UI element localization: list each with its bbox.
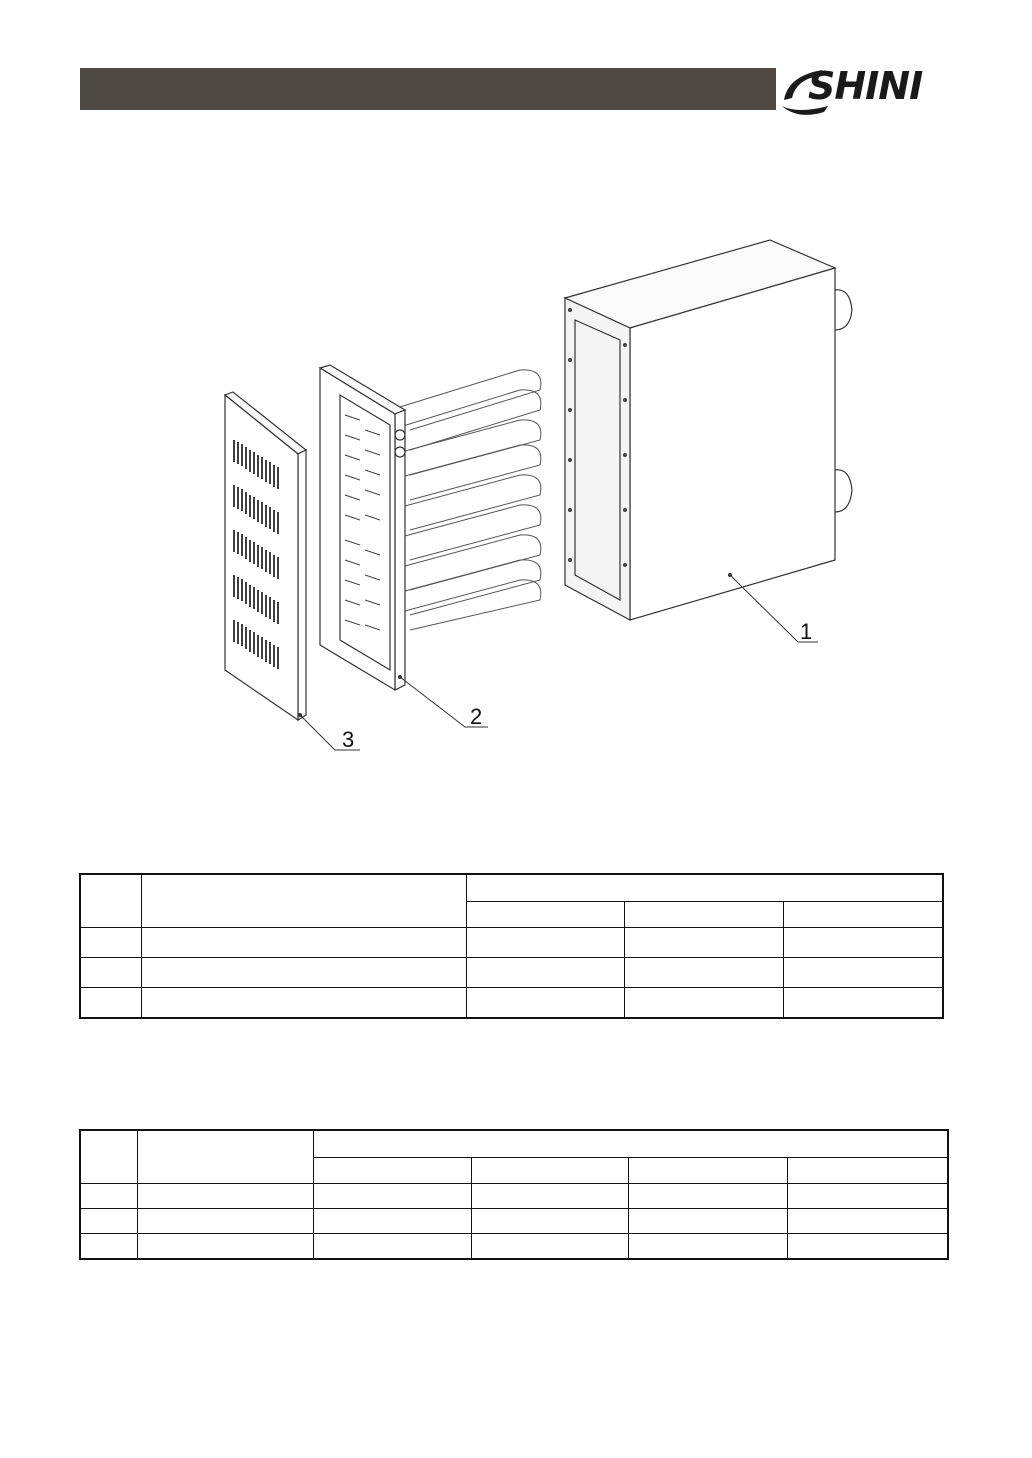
table-row [80,988,943,1019]
subheader-cell [625,902,784,928]
table-cell [629,1234,788,1260]
table-header-row [80,874,943,902]
table-cell [80,958,142,988]
header-cell-no [80,1130,138,1184]
header-bar [80,68,776,110]
table-cell [142,928,466,958]
callout-3: 3 [342,727,355,752]
table-cell [80,1209,138,1234]
table-cell [471,1209,629,1234]
callout-1: 1 [800,619,813,644]
subheader-cell [783,902,943,928]
table-row [80,1209,948,1234]
table-cell [625,928,784,958]
table-cell [629,1184,788,1209]
table-cell [787,1234,948,1260]
table-cell [313,1184,471,1209]
table-cell [625,988,784,1019]
table-cell [783,928,943,958]
table-header-row [80,1130,948,1158]
table-cell [466,928,625,958]
table-cell [142,958,466,988]
table-cell [313,1209,471,1234]
logo-wordmark: SHINI [808,64,923,108]
callout-2: 2 [470,704,483,729]
table-cell [80,928,142,958]
table-cell [787,1184,948,1209]
header-cell-group [466,874,943,902]
header-cell-no [80,874,142,928]
table-cell [142,988,466,1019]
parts-table-1 [79,873,944,1019]
table-cell [471,1234,629,1260]
table-cell [471,1184,629,1209]
subheader-cell [471,1158,629,1184]
subheader-cell [313,1158,471,1184]
table-cell [138,1234,314,1260]
subheader-cell [466,902,625,928]
subheader-cell [629,1158,788,1184]
table-row [80,1184,948,1209]
table-row [80,1234,948,1260]
header-cell-name [142,874,466,928]
table-cell [80,1184,138,1209]
table-cell [629,1209,788,1234]
box-housing [565,240,852,620]
parts-table-2 [79,1129,949,1260]
table-cell [138,1209,314,1234]
table-cell [466,958,625,988]
table-cell [138,1184,314,1209]
heater-tubes [390,370,541,630]
heater-frame [320,365,405,690]
table-cell [625,958,784,988]
table-cell [313,1234,471,1260]
header-cell-name [138,1130,314,1184]
table-row [80,958,943,988]
table-cell [80,1234,138,1260]
subheader-cell [787,1158,948,1184]
table-cell [783,958,943,988]
table-row [80,928,943,958]
table-cell [80,988,142,1019]
table-cell [787,1209,948,1234]
exploded-heater-drawing [200,230,880,760]
table-cell [783,988,943,1019]
table-cell [466,988,625,1019]
header-cell-group [313,1130,948,1158]
